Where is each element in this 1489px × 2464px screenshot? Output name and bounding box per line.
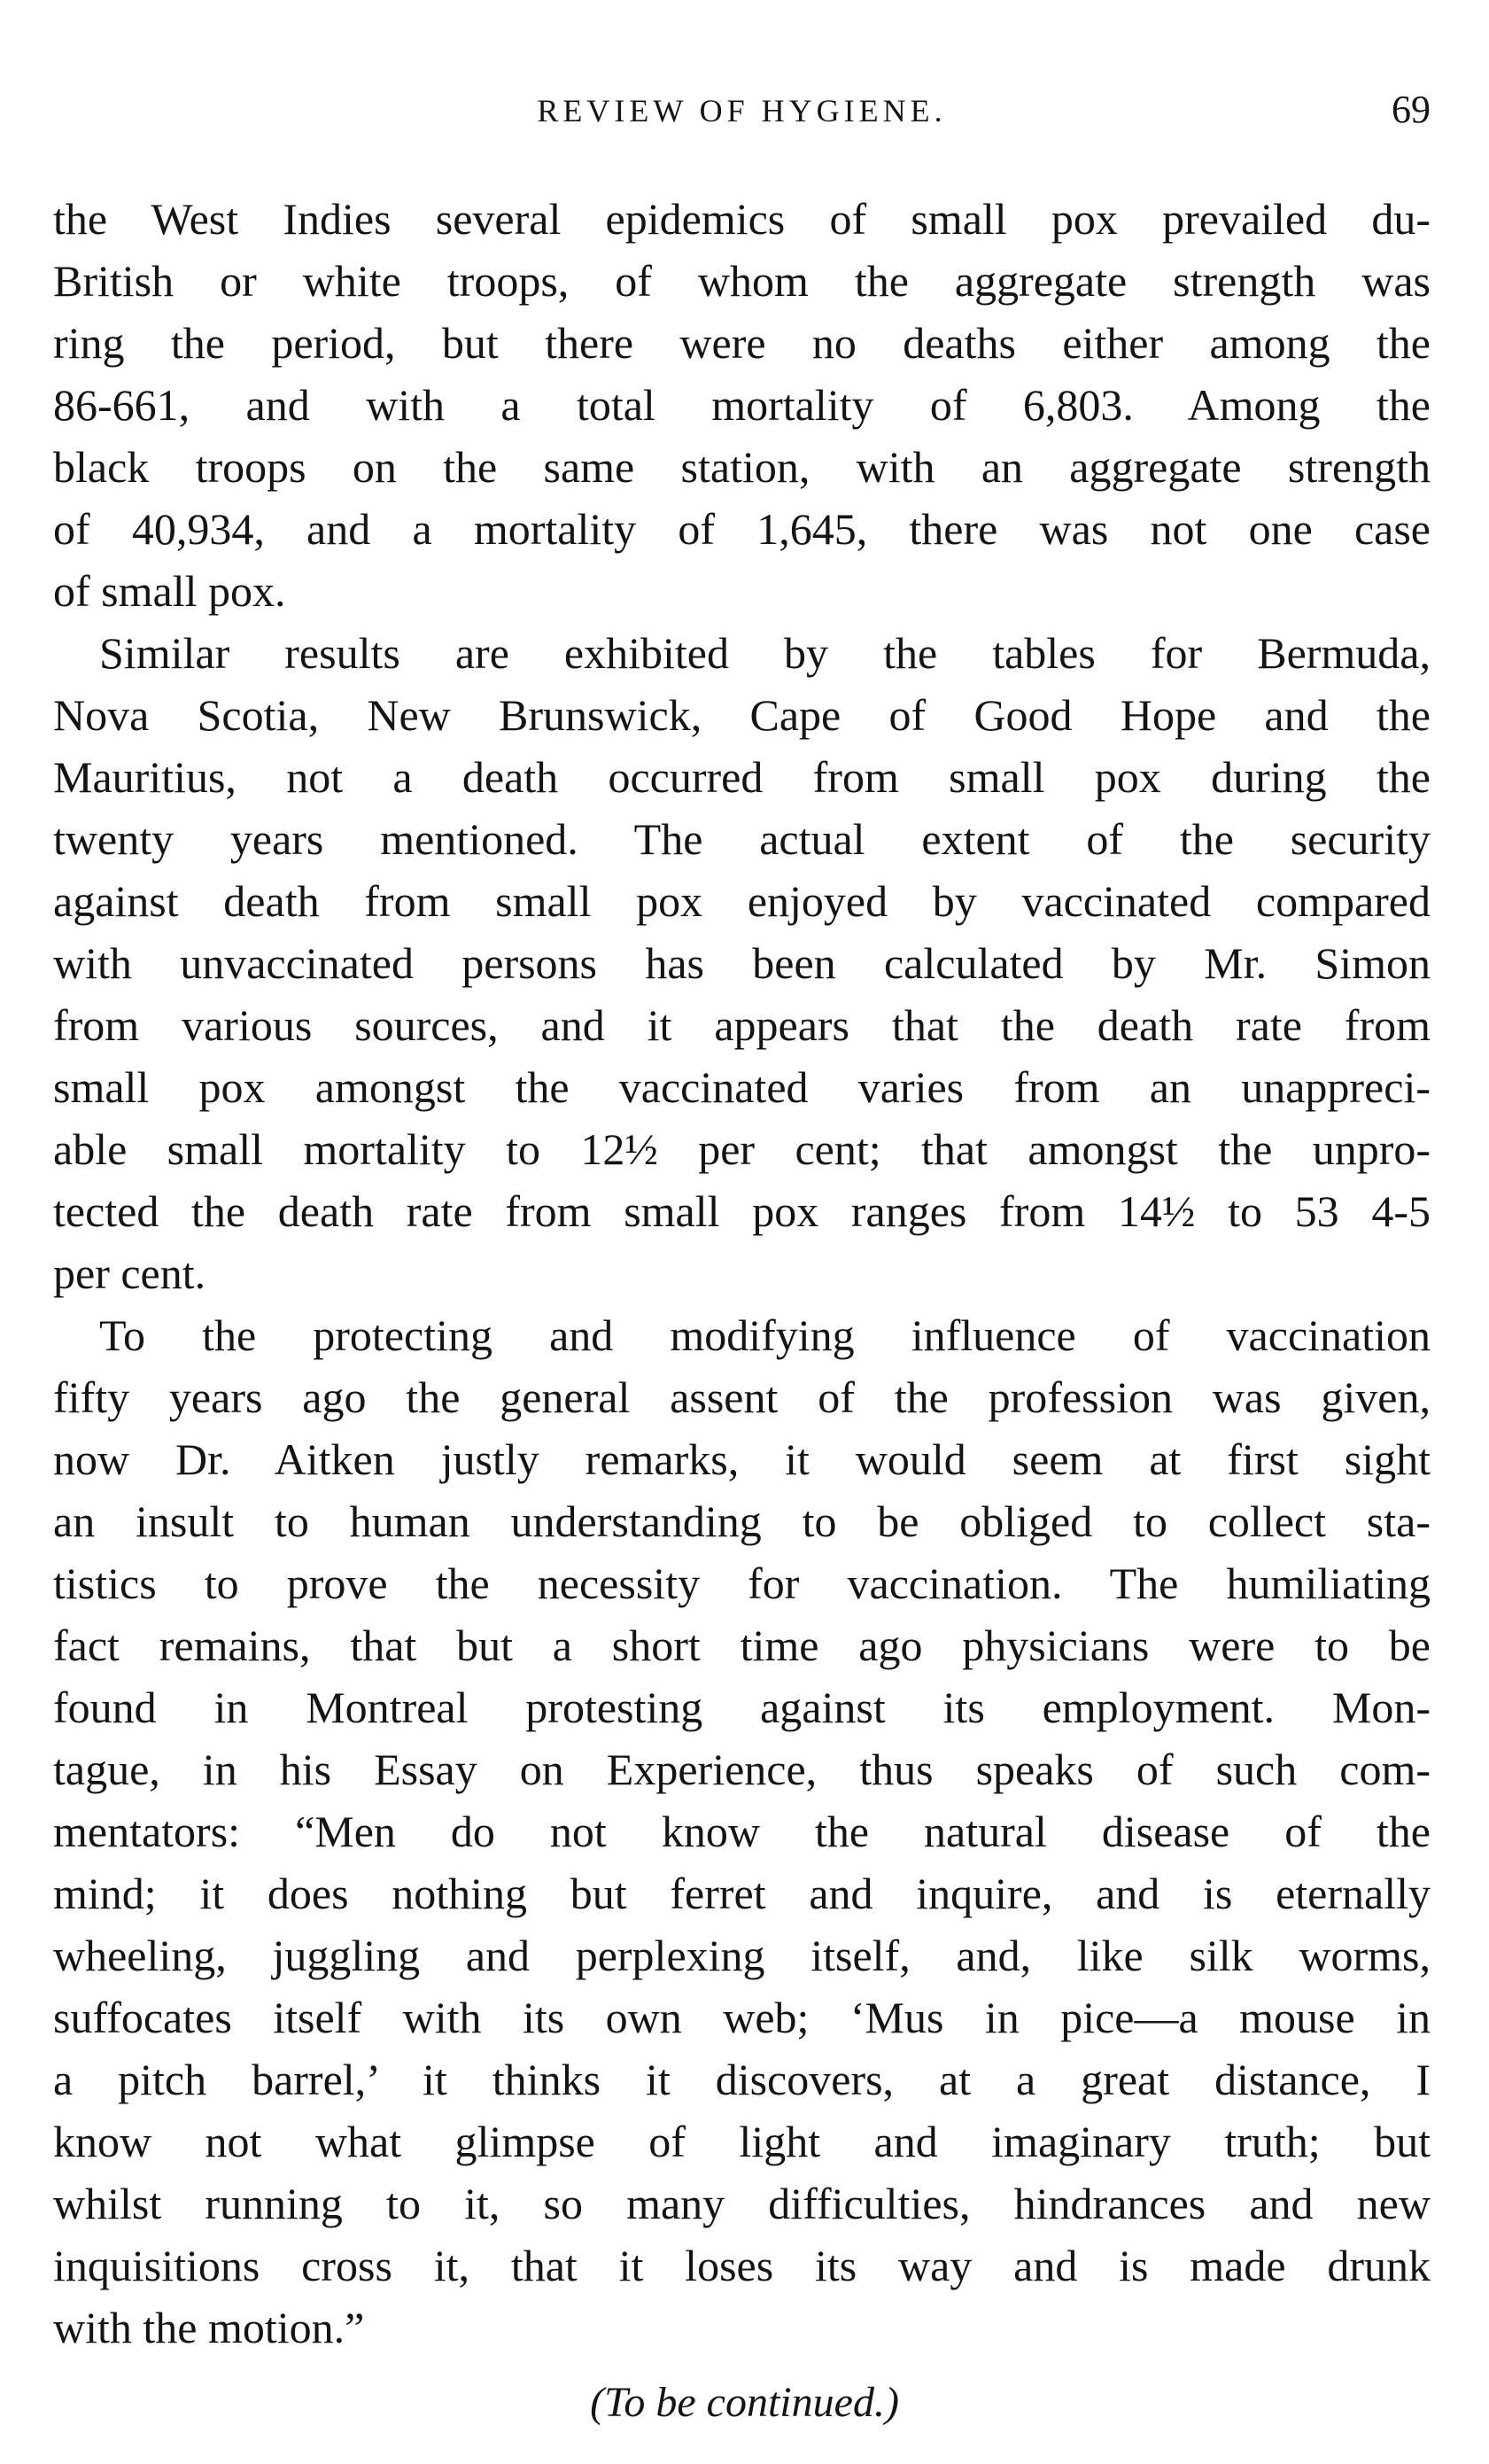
text-line: 86-661, and with a total mortality of 6,803. Among the <box>53 380 1431 430</box>
text-line: tague, in his Essay on Experience, thus speaks of such com- <box>53 1745 1431 1794</box>
text-line: with unvaccinated persons has been calculated by Mr. Simon <box>53 938 1431 988</box>
text-line: a pitch barrel,’ it thinks it discovers, at a great distance, I <box>53 2055 1431 2104</box>
text-line: black troops on the same station, with an aggregate strength <box>53 442 1431 492</box>
text-line: twenty years mentioned. The actual extent of the security <box>53 814 1431 864</box>
text-line: Similar results are exhibited by the tables for Bermuda, <box>99 628 1431 678</box>
text-line: mentators: “Men do not know the natural disease of the <box>53 1807 1431 1856</box>
text-line: an insult to human understanding to be obliged to collect sta- <box>53 1496 1431 1546</box>
text-line: the West Indies several epidemics of small pox prevailed du- <box>53 194 1431 244</box>
continuation-note: (To be continued.) <box>590 2379 899 2426</box>
text-line: of small pox. <box>53 566 286 616</box>
text-line: inquisitions cross it, that it loses its way and is made drunk <box>53 2241 1431 2290</box>
page-number: 69 <box>1392 88 1431 131</box>
article-body <box>53 188 1431 2359</box>
text-line: against death from small pox enjoyed by vaccinated compared <box>53 876 1431 926</box>
paragraph-3 <box>53 1304 1431 2359</box>
running-title: REVIEW OF HYGIENE. <box>537 93 947 128</box>
text-line: able small mortality to 12½ per cent; that amongst the unpro- <box>53 1124 1431 1174</box>
paragraph-1 <box>53 188 1431 622</box>
text-line: To the protecting and modifying influence of vaccination <box>99 1310 1431 1360</box>
text-line: know not what glimpse of light and imaginary truth; but <box>53 2117 1431 2166</box>
text-line: of 40,934, and a mortality of 1,645, there was not one case <box>53 504 1431 554</box>
text-line: fact remains, that but a short time ago physicians were to be <box>53 1621 1431 1670</box>
text-line: whilst running to it, so many difficulties, hindrances and new <box>53 2179 1431 2228</box>
text-line: wheeling, juggling and perplexing itself, and, like silk worms, <box>53 1931 1431 1980</box>
text-line: fifty years ago the general assent of the profession was given, <box>53 1372 1431 1422</box>
text-line: British or white troops, of whom the aggregate strength was <box>53 256 1431 306</box>
text-line: Mauritius, not a death occurred from small pox during the <box>53 752 1431 802</box>
text-line: per cent. <box>53 1248 206 1298</box>
text-line: small pox amongst the vaccinated varies from an unappreci- <box>53 1062 1431 1112</box>
text-line: now Dr. Aitken justly remarks, it would seem at first sight <box>53 1434 1431 1484</box>
paragraph-2 <box>53 622 1431 1304</box>
text-line: ring the period, but there were no deaths either among the <box>53 318 1431 368</box>
text-line: with the motion.” <box>53 2303 365 2352</box>
text-line: tistics to prove the necessity for vaccination. The humiliating <box>53 1558 1431 1608</box>
page-header <box>53 87 1431 140</box>
text-line: found in Montreal protesting against its employment. Mon- <box>53 1683 1431 1732</box>
text-line: Nova Scotia, New Brunswick, Cape of Good Hope and the <box>53 690 1431 740</box>
text-line: mind; it does nothing but ferret and inquire, and is eternally <box>53 1869 1431 1918</box>
text-line: suffocates itself with its own web; ‘Mus in pice—a mouse in <box>53 1993 1431 2042</box>
text-line: from various sources, and it appears that the death rate from <box>53 1000 1431 1050</box>
text-line: tected the death rate from small pox ranges from 14½ to 53 4-5 <box>53 1186 1431 1236</box>
